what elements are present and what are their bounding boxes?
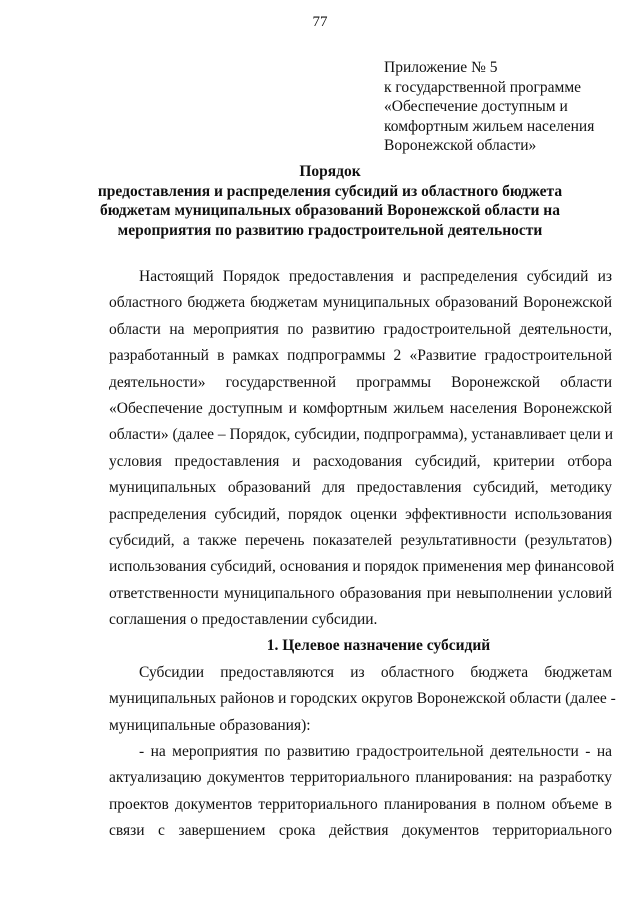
appendix-line: комфортным жильем населения: [384, 117, 595, 135]
title-line: бюджетам муниципальных образований Воронежской области на: [100, 202, 560, 219]
text-line: связи с завершением срока действия документов территориального: [109, 822, 612, 840]
text-line: соглашения о предоставлении субсидии.: [109, 611, 378, 629]
appendix-line: к государственной программе: [384, 78, 582, 96]
text-line: деятельности» государственной программы Воронежской области: [109, 373, 612, 391]
text-line: актуализацию документов территориального планирования: на разработку: [109, 769, 612, 787]
text-line: муниципальные образования):: [109, 716, 311, 734]
title-line: Порядок: [299, 163, 361, 180]
document-title: [60, 162, 600, 240]
title-line: мероприятия по развитию градостроительной деятельности: [117, 221, 543, 239]
text-line: Настоящий Порядок предоставления и распределения субсидий из: [139, 268, 612, 285]
title-line: предоставления и распределения субсидий из областного бюджета: [97, 182, 563, 200]
text-line: муниципальных районов и городских округов Воронежской области (далее -: [109, 690, 616, 708]
appendix-line: Приложение № 5: [384, 59, 498, 76]
text-line: - на мероприятия по развитию градостроительной деятельности - на: [139, 743, 612, 761]
text-line: муниципальных образований для предоставления субсидий, методику: [109, 479, 612, 497]
appendix-header: [384, 58, 624, 156]
text-line: использования субсидий, основания и порядок применения мер финансовой: [109, 558, 615, 576]
text-line: распределения субсидий, порядок оценки эффективности использования: [109, 505, 612, 523]
text-line: разработанный в рамках подпрограммы 2 «Развитие градостроительной: [109, 347, 612, 365]
text-line: ответственности муниципального образования при невыполнении условий: [109, 584, 612, 602]
text-line: области» (далее – Порядок, субсидии, подпрограмма), устанавливает цели и: [109, 426, 613, 444]
document-body: [109, 264, 616, 845]
text-line: проектов документов территориального планирования в полном объеме в: [109, 795, 612, 813]
text-line: Субсидии предоставляются из областного бюджета бюджетам: [139, 663, 612, 681]
text-line: области на мероприятия по развитию градостроительной деятельности,: [109, 320, 612, 338]
text-line: субсидий, а также перечень показателей результативности (результатов): [109, 531, 612, 549]
page-number: 77: [312, 14, 328, 30]
text-line: «Обеспечение доступным и комфортным жильем населения Воронежской: [109, 399, 612, 417]
text-line: условия предоставления и расходования субсидий, критерии отбора: [109, 452, 612, 470]
appendix-line: Воронежской области»: [384, 137, 537, 154]
appendix-line: «Обеспечение доступным и: [384, 98, 568, 115]
text-line: областного бюджета бюджетам муниципальных образований Воронежской: [109, 294, 612, 312]
section-heading: 1. Целевое назначение субсидий: [266, 637, 491, 655]
